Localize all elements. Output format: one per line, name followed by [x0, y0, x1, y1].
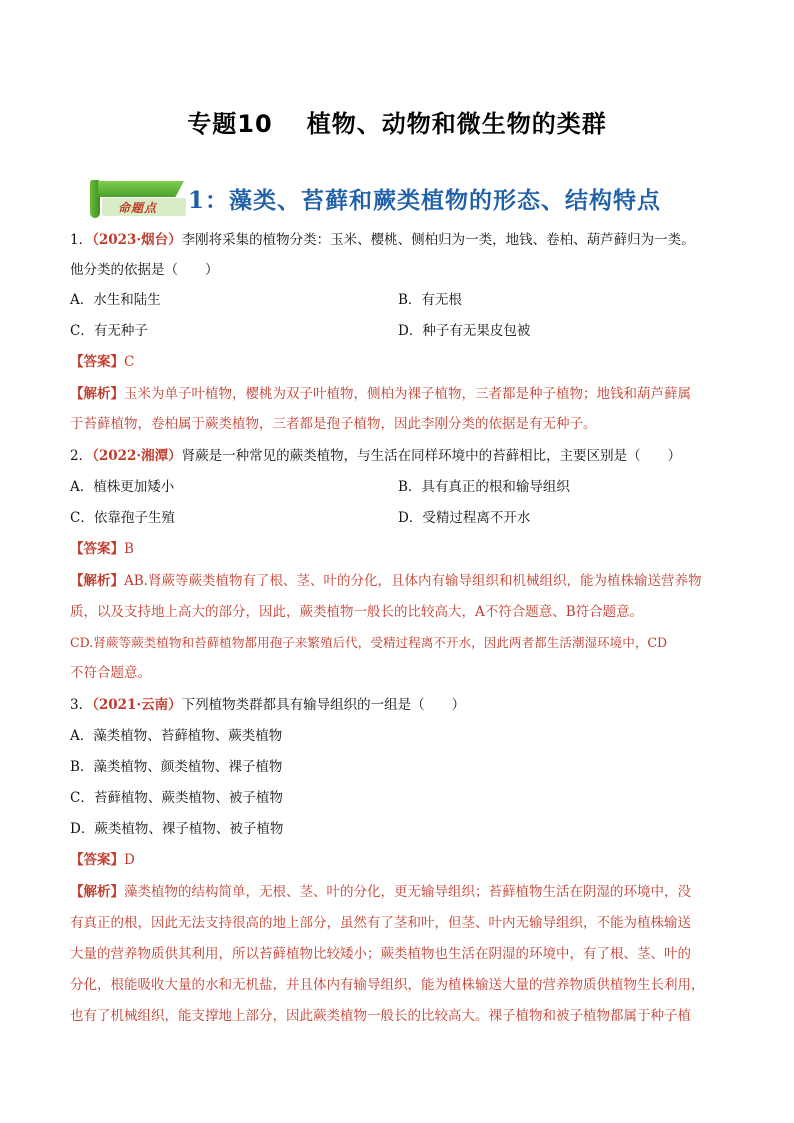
page-title [0, 104, 794, 139]
section-banner [88, 176, 708, 220]
flag-icon [88, 176, 186, 220]
question-2-answer: 【答案】B [70, 541, 134, 557]
question-2-option-a: A．植株更加矮小 [70, 479, 175, 495]
title-topic-name: 植物、动物和微生物的类群 [306, 110, 607, 138]
banner-badge-label: 命题点 [118, 201, 158, 215]
question-3-option-c: C．苔藓植物、蕨类植物、被子植物 [70, 790, 283, 806]
question-2-analysis-line: 质，以及支持地上高大的部分，因此，蕨类植物一般长的比较高大，A不符合题意、B符合题意。 [70, 604, 644, 620]
question-3-analysis-line: 有真正的根，因此无法支持很高的地上部分，虽然有了茎和叶，但茎、叶内无输导组织，不能为植株输送 [70, 915, 691, 931]
section-heading: 1：藻类、苔藓和蕨类植物的形态、结构特点 [188, 187, 662, 214]
question-1-answer: 【答案】C [70, 354, 135, 370]
question-2-analysis-line: 不符合题意。 [70, 665, 151, 681]
question-3-analysis: 【解析】藻类植物的结构简单，无根、茎、叶的分化，更无输导组织；苔藓植物生活在阴湿的环境中，没 [70, 884, 691, 900]
question-3-option-a: A．藻类植物、苔藓植物、蕨类植物 [70, 728, 283, 744]
question-1-option-a: A．水生和陆生 [70, 292, 161, 308]
question-3-option-b: B．藻类植物、颜类植物、裸子植物 [70, 759, 283, 775]
question-3-answer: 【答案】D [70, 852, 135, 868]
question-2-analysis: 【解析】AB.肾蕨等蕨类植物有了根、茎、叶的分化，且体内有输导组织和机械组织，能为植株输送营养物 [70, 573, 702, 589]
question-1-option-d: D．种子有无果皮包被 [398, 323, 531, 339]
question-1-analysis: 【解析】玉米为单子叶植物，樱桃为双子叶植物，侧柏为裸子植物，三者都是种子植物；地钱和葫芦藓属 [70, 386, 691, 402]
question-2-option-d: D．受精过程离不开水 [398, 510, 531, 526]
question-2-analysis-line: CD.肾蕨等蕨类植物和苔藓植物都用孢子来繁殖后代，受精过程离不开水，因此两者都生活潮湿环境中，CD [70, 635, 668, 650]
question-3-option-d: D．蕨类植物、裸子植物、被子植物 [70, 821, 284, 837]
question-2-stem: 2．（2022·湘潭）肾蕨是一种常见的蕨类植物，与生活在同样环境中的苔藓相比，主要区别是（ ） [70, 448, 682, 464]
question-1-stem: 1．（2023·烟台）李刚将采集的植物分类：玉米、樱桃、侧柏归为一类，地钱、卷柏、葫芦藓归为一类。 [70, 232, 695, 248]
question-2-option-c: C．依靠孢子生殖 [70, 510, 175, 526]
question-1-stem-cont: 他分类的依据是（ ） [70, 262, 219, 278]
question-3-analysis-line: 分化，根能吸收大量的水和无机盐，并且体内有输导组织，能为植株输送大量的营养物质供植物生长利用， [70, 977, 705, 993]
question-1-option-c: C．有无种子 [70, 323, 148, 339]
title-topic-number: 专题10 [187, 110, 273, 138]
question-3-analysis-line: 大量的营养物质供其利用，所以苔藓植物比较矮小；蕨类植物也生活在阴湿的环境中，有了根、茎、叶的 [70, 946, 691, 962]
question-3-analysis-line: 也有了机械组织，能支撑地上部分，因此蕨类植物一般长的比较高大。裸子植物和被子植物都属于种子植 [70, 1008, 691, 1024]
question-1-analysis-line: 于苔藓植物，卷柏属于蕨类植物，三者都是孢子植物，因此李刚分类的依据是有无种子。 [70, 416, 597, 432]
question-3-stem: 3．（2021·云南）下列植物类群都具有输导组织的一组是（ ） [70, 697, 466, 713]
question-2-option-b: B．具有真正的根和输导组织 [398, 479, 570, 495]
question-1-option-b: B．有无根 [398, 292, 462, 308]
